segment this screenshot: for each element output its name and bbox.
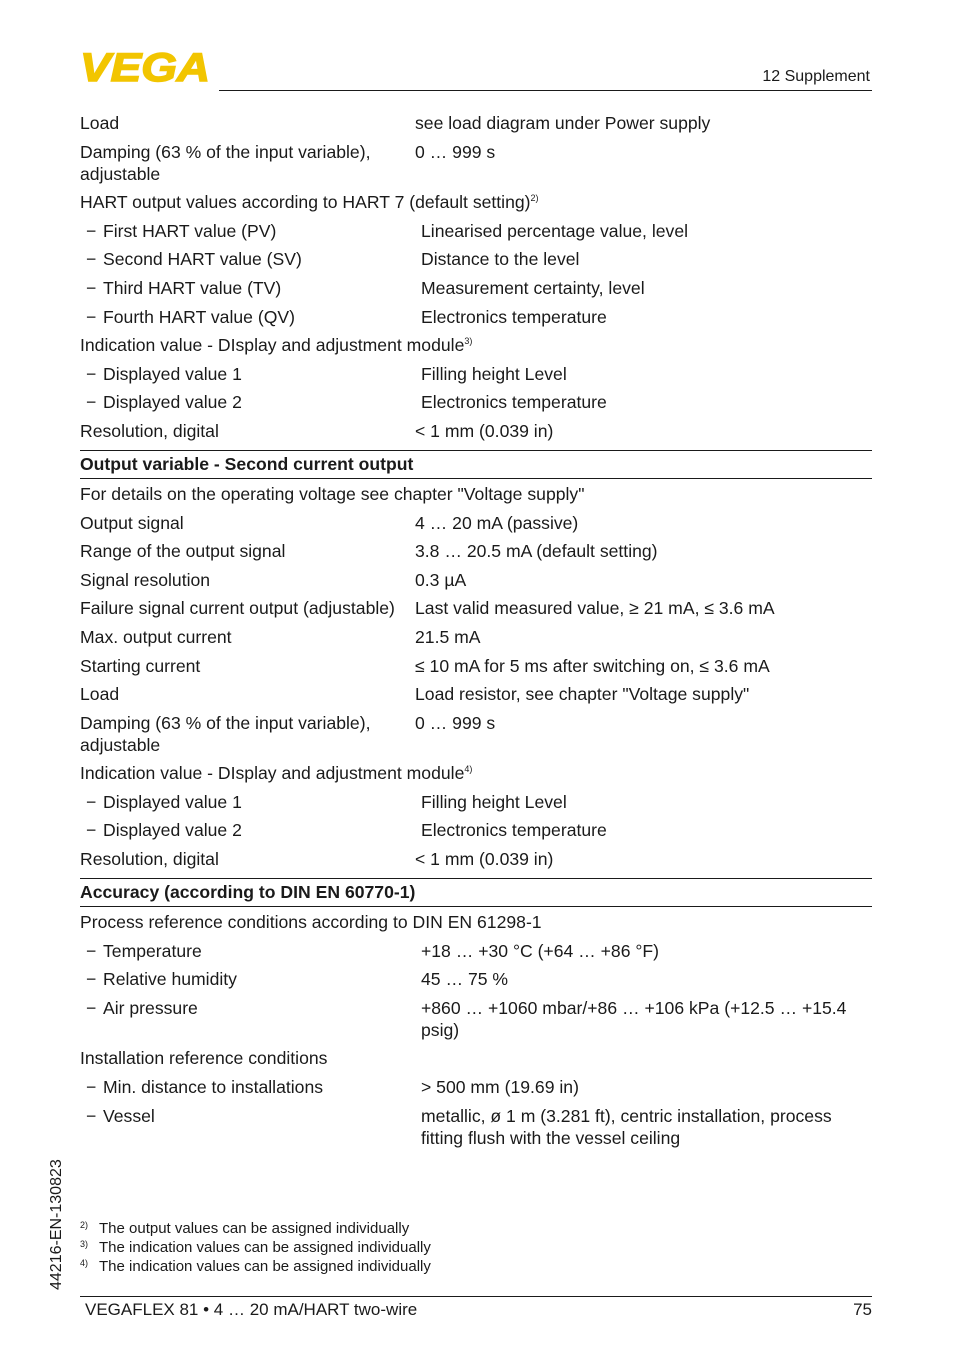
spec-row [80, 306, 872, 328]
footnote-ref: 4) [464, 764, 473, 775]
footnote-number: 4) [80, 1258, 89, 1268]
spec-row [80, 391, 872, 413]
spec-note-text: For details on the operating voltage see chapter "Voltage supply" [80, 483, 585, 504]
spec-row [80, 420, 872, 442]
spec-label [80, 306, 421, 328]
page-number: 75 [853, 1300, 872, 1319]
spec-row [80, 141, 872, 185]
spec-label-text: Displayed value 2 [103, 820, 242, 841]
spec-value: 0 … 999 s [415, 141, 496, 162]
spec-label [80, 626, 415, 648]
spec-row [80, 791, 872, 813]
list-dash: − [86, 277, 97, 298]
spec-label [80, 277, 421, 299]
spec-label [80, 112, 415, 134]
spec-value: Load resistor, see chapter "Voltage supply" [415, 684, 750, 705]
spec-label [80, 791, 421, 813]
spec-note-text: Process reference conditions according to DIN EN 61298-1 [80, 912, 542, 933]
spec-label-text: Range of the output signal [80, 541, 286, 562]
list-dash: − [86, 997, 97, 1018]
document-code: 44216-EN-130823 [48, 1159, 65, 1290]
spec-value: 45 … 75 % [421, 969, 509, 990]
spec-note [80, 911, 872, 933]
spec-label [80, 248, 421, 270]
footnotes [80, 1219, 431, 1276]
spec-value: Distance to the level [421, 249, 580, 270]
section-heading-accuracy: Accuracy (according to DIN EN 60770-1) [80, 878, 872, 907]
spec-block-accuracy [80, 911, 872, 1149]
spec-row [80, 1105, 872, 1149]
spec-note-text: Indication value - DIsplay and adjustment module [80, 763, 465, 784]
spec-note [80, 334, 872, 356]
spec-value: 0 … 999 s [415, 712, 496, 733]
footnote-text: The output values can be assigned individually [99, 1220, 410, 1237]
spec-label [80, 655, 415, 677]
spec-row [80, 1076, 872, 1098]
spec-label-text: Resolution, digital [80, 420, 219, 441]
footer-title: VEGAFLEX 81 • 4 … 20 mA/HART two-wire [85, 1300, 418, 1319]
spec-label [80, 220, 421, 242]
spec-value: +18 … +30 °C (+64 … +86 °F) [421, 940, 660, 961]
spec-row [80, 655, 872, 677]
spec-value: Electronics temperature [421, 392, 607, 413]
footnote-text: The indication values can be assigned individually [99, 1239, 431, 1256]
header-divider [219, 90, 872, 91]
spec-row [80, 940, 872, 962]
spec-label-text: Displayed value 1 [103, 791, 242, 812]
list-dash: − [86, 1105, 97, 1126]
spec-label [80, 819, 421, 841]
spec-label [80, 1105, 421, 1149]
spec-label-text: Load [80, 684, 120, 705]
vega-logo [80, 50, 212, 84]
spec-row [80, 540, 872, 562]
spec-row [80, 968, 872, 990]
spec-row [80, 819, 872, 841]
spec-label-text: Displayed value 1 [103, 363, 242, 384]
header-section-label: 12 Supplement [762, 68, 870, 85]
footnote-text: The indication values can be assigned individually [99, 1258, 431, 1275]
spec-label [80, 968, 421, 990]
footnote-ref: 3) [464, 336, 473, 347]
spec-note [80, 1047, 872, 1069]
spec-label-text: Third HART value (TV) [103, 277, 282, 298]
spec-label-text: Fourth HART value (QV) [103, 306, 295, 327]
list-dash: − [86, 392, 97, 413]
spec-value: 4 … 20 mA (passive) [415, 512, 579, 533]
spec-label-text: Signal resolution [80, 569, 211, 590]
spec-value: < 1 mm (0.039 in) [415, 420, 554, 441]
list-dash: − [86, 940, 97, 961]
footnote [80, 1219, 431, 1238]
spec-label-text: Vessel [103, 1105, 155, 1126]
spec-label [80, 141, 415, 185]
spec-row [80, 848, 872, 870]
spec-label-text: Starting current [80, 655, 201, 676]
spec-value: see load diagram under Power supply [415, 113, 711, 133]
list-dash: − [86, 306, 97, 327]
spec-label [80, 512, 415, 534]
spec-row [80, 512, 872, 534]
spec-label [80, 683, 415, 705]
spec-value: Electronics temperature [421, 820, 607, 841]
spec-block-output-hart [80, 112, 872, 442]
list-dash: − [86, 1077, 97, 1098]
spec-value: ≤ 10 mA for 5 ms after switching on, ≤ 3.6 mA [415, 655, 770, 676]
spec-note [80, 483, 872, 505]
list-dash: − [86, 791, 97, 812]
spec-row [80, 683, 872, 705]
spec-label-text: Load [80, 113, 120, 133]
spec-value: Measurement certainty, level [421, 277, 645, 298]
spec-value: +860 … +1060 mbar/+86 … +106 kPa (+12.5 … +15.4 psig) [421, 997, 847, 1040]
spec-label [80, 940, 421, 962]
spec-label [80, 597, 415, 619]
spec-row [80, 277, 872, 299]
spec-note [80, 762, 872, 784]
spec-row [80, 112, 872, 134]
spec-row [80, 248, 872, 270]
spec-label [80, 540, 415, 562]
list-dash: − [86, 249, 97, 270]
svg-text:VEGA: VEGA [80, 50, 210, 84]
spec-label-text: Temperature [103, 940, 202, 961]
spec-row [80, 597, 872, 619]
footnote-number: 3) [80, 1239, 89, 1249]
spec-label [80, 712, 415, 756]
spec-row [80, 997, 872, 1041]
spec-value: Filling height Level [421, 791, 567, 812]
spec-label [80, 420, 415, 442]
spec-row [80, 569, 872, 591]
spec-value: Last valid measured value, ≥ 21 mA, ≤ 3.6 mA [415, 598, 775, 619]
spec-value: 0.3 µA [415, 569, 467, 590]
spec-value: Filling height Level [421, 363, 567, 384]
spec-note-text: Indication value - DIsplay and adjustment module [80, 335, 465, 356]
spec-label-text: Air pressure [103, 997, 198, 1018]
footnote [80, 1238, 431, 1257]
spec-value: 21.5 mA [415, 626, 481, 647]
spec-row [80, 220, 872, 242]
spec-value: > 500 mm (19.69 in) [421, 1077, 579, 1098]
spec-label [80, 363, 421, 385]
section-heading-second-output: Output variable - Second current output [80, 450, 872, 479]
spec-value: 3.8 … 20.5 mA (default setting) [415, 541, 658, 562]
spec-label-text: Relative humidity [103, 969, 237, 990]
spec-label [80, 391, 421, 413]
spec-block-second-output [80, 483, 872, 870]
spec-value: metallic, ø 1 m (3.281 ft), centric installation, process fitting flush with the vessel ceiling [421, 1105, 832, 1148]
footnote-number: 2) [80, 1220, 89, 1230]
spec-label [80, 848, 415, 870]
spec-label-text: Resolution, digital [80, 849, 219, 870]
list-dash: − [86, 220, 97, 241]
spec-label-text: Min. distance to installations [103, 1077, 324, 1098]
spec-content [80, 112, 872, 1155]
spec-label-text: Second HART value (SV) [103, 249, 302, 270]
spec-label-text: Damping (63 % of the input variable), adjustable [80, 141, 371, 184]
footer-divider [80, 1296, 872, 1297]
spec-note-text: HART output values according to HART 7 (default setting) [80, 192, 531, 213]
spec-value: Linearised percentage value, level [421, 220, 689, 241]
list-dash: − [86, 820, 97, 841]
spec-value: < 1 mm (0.039 in) [415, 849, 554, 870]
spec-label-text: First HART value (PV) [103, 220, 277, 241]
spec-label [80, 1076, 421, 1098]
list-dash: − [86, 969, 97, 990]
spec-label-text: Max. output current [80, 626, 232, 647]
spec-note [80, 191, 872, 213]
spec-row [80, 712, 872, 756]
spec-label [80, 997, 421, 1041]
spec-row [80, 626, 872, 648]
spec-label-text: Output signal [80, 512, 184, 533]
footnote-ref: 2) [530, 193, 539, 204]
spec-label-text: Displayed value 2 [103, 392, 242, 413]
spec-label-text: Damping (63 % of the input variable), adjustable [80, 712, 371, 755]
spec-label-text: Failure signal current output (adjustable) [80, 598, 395, 619]
list-dash: − [86, 363, 97, 384]
spec-row [80, 363, 872, 385]
spec-label [80, 569, 415, 591]
spec-note-text: Installation reference conditions [80, 1048, 328, 1069]
spec-value: Electronics temperature [421, 306, 607, 327]
footnote [80, 1257, 431, 1276]
